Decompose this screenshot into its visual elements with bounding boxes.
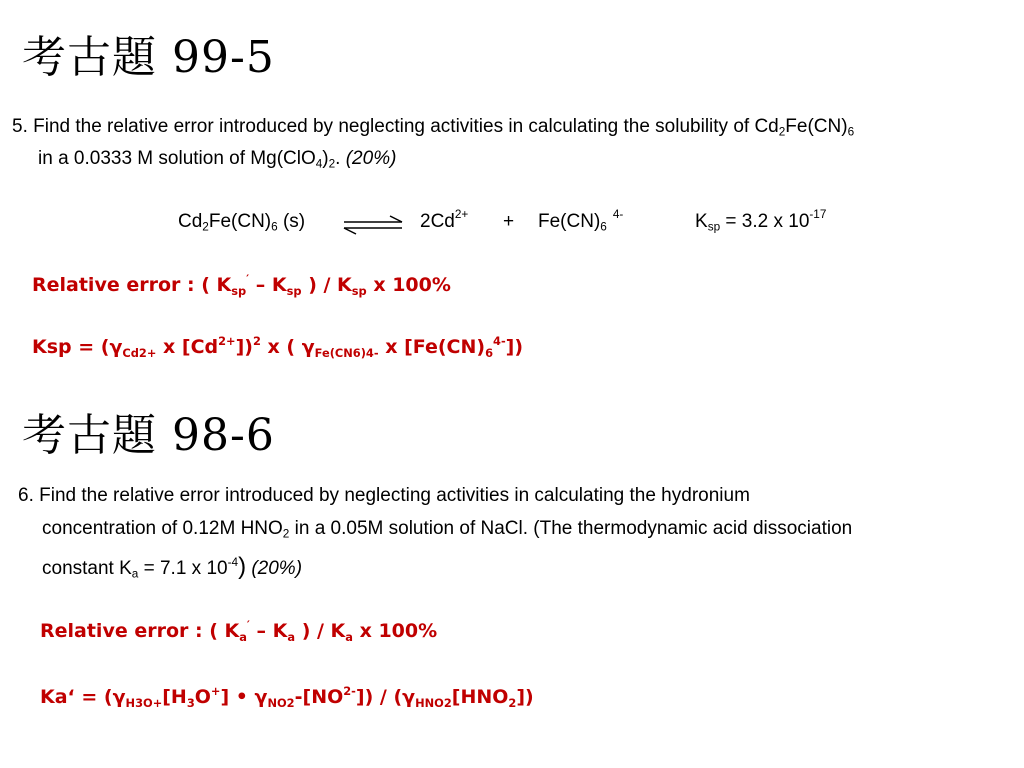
- question-5-line-1: 5. Find the relative error introduced by neglecting activities in calculating the solubility of $Cd_2Fe(CN)_6$: [12, 116, 855, 139]
- relative-error-ka: Relative error : ( $K_a' - K_a$ ) / $K_a$ x 100%: [40, 618, 438, 644]
- ksp-activity-equation: Ksp = ($\gamma_{Cd2+}$ x $[Cd^{2+}])^2$ x ( $\gamma_{Fe(CN6)4-}$ x $[Fe(CN)_6^{4-}]$): [32, 334, 524, 360]
- ka-activity-equation: Ka‘ = ($\gamma_{H3O+}[H_3O^+]$ • $\gamma_{NO2}-[NO^{2-}]) / (\gamma_{HNO2}[HNO_2])$: [40, 684, 534, 710]
- question-6-line-1: 6. Find the relative error introduced by neglecting activities in calculating the hydronium: [18, 485, 750, 506]
- equilibrium-arrow-icon: [342, 214, 404, 236]
- question-6-percent: (20%): [246, 558, 303, 579]
- question-5-percent: (20%): [345, 148, 397, 169]
- reaction-ksp-value: $K_{sp} = 3.2$ x $10^{-17}$: [695, 208, 827, 234]
- reaction-product-cd: $2Cd^{2+}$: [420, 208, 469, 232]
- reaction-reactant: $Cd_2Fe(CN)_6$ (s): [178, 211, 306, 234]
- reaction-plus: +: [503, 211, 515, 232]
- reaction-product-fecn: $Fe(CN)_6^{4-}$: [538, 208, 624, 234]
- question-5-line-2: in a 0.0333 M solution of $Mg(ClO_4)_2$. (20%): [38, 148, 397, 171]
- relative-error-ksp: Relative error : ( $K_{sp}' - K_{sp}$ ) / $K_{sp}$ x 100%: [32, 272, 451, 298]
- section-title-98-6: 考古題 98-6: [22, 410, 275, 461]
- question-6-line-2: concentration of 0.12M $HNO_2$ in a 0.05M solution of NaCl. (The thermodynamic acid dissociation: [42, 518, 853, 541]
- question-6-line-3: constant $K_a = 7.1$ x $10^{-4}$) (20%): [42, 553, 303, 581]
- section-title-99-5: 考古題 99-5: [22, 32, 275, 83]
